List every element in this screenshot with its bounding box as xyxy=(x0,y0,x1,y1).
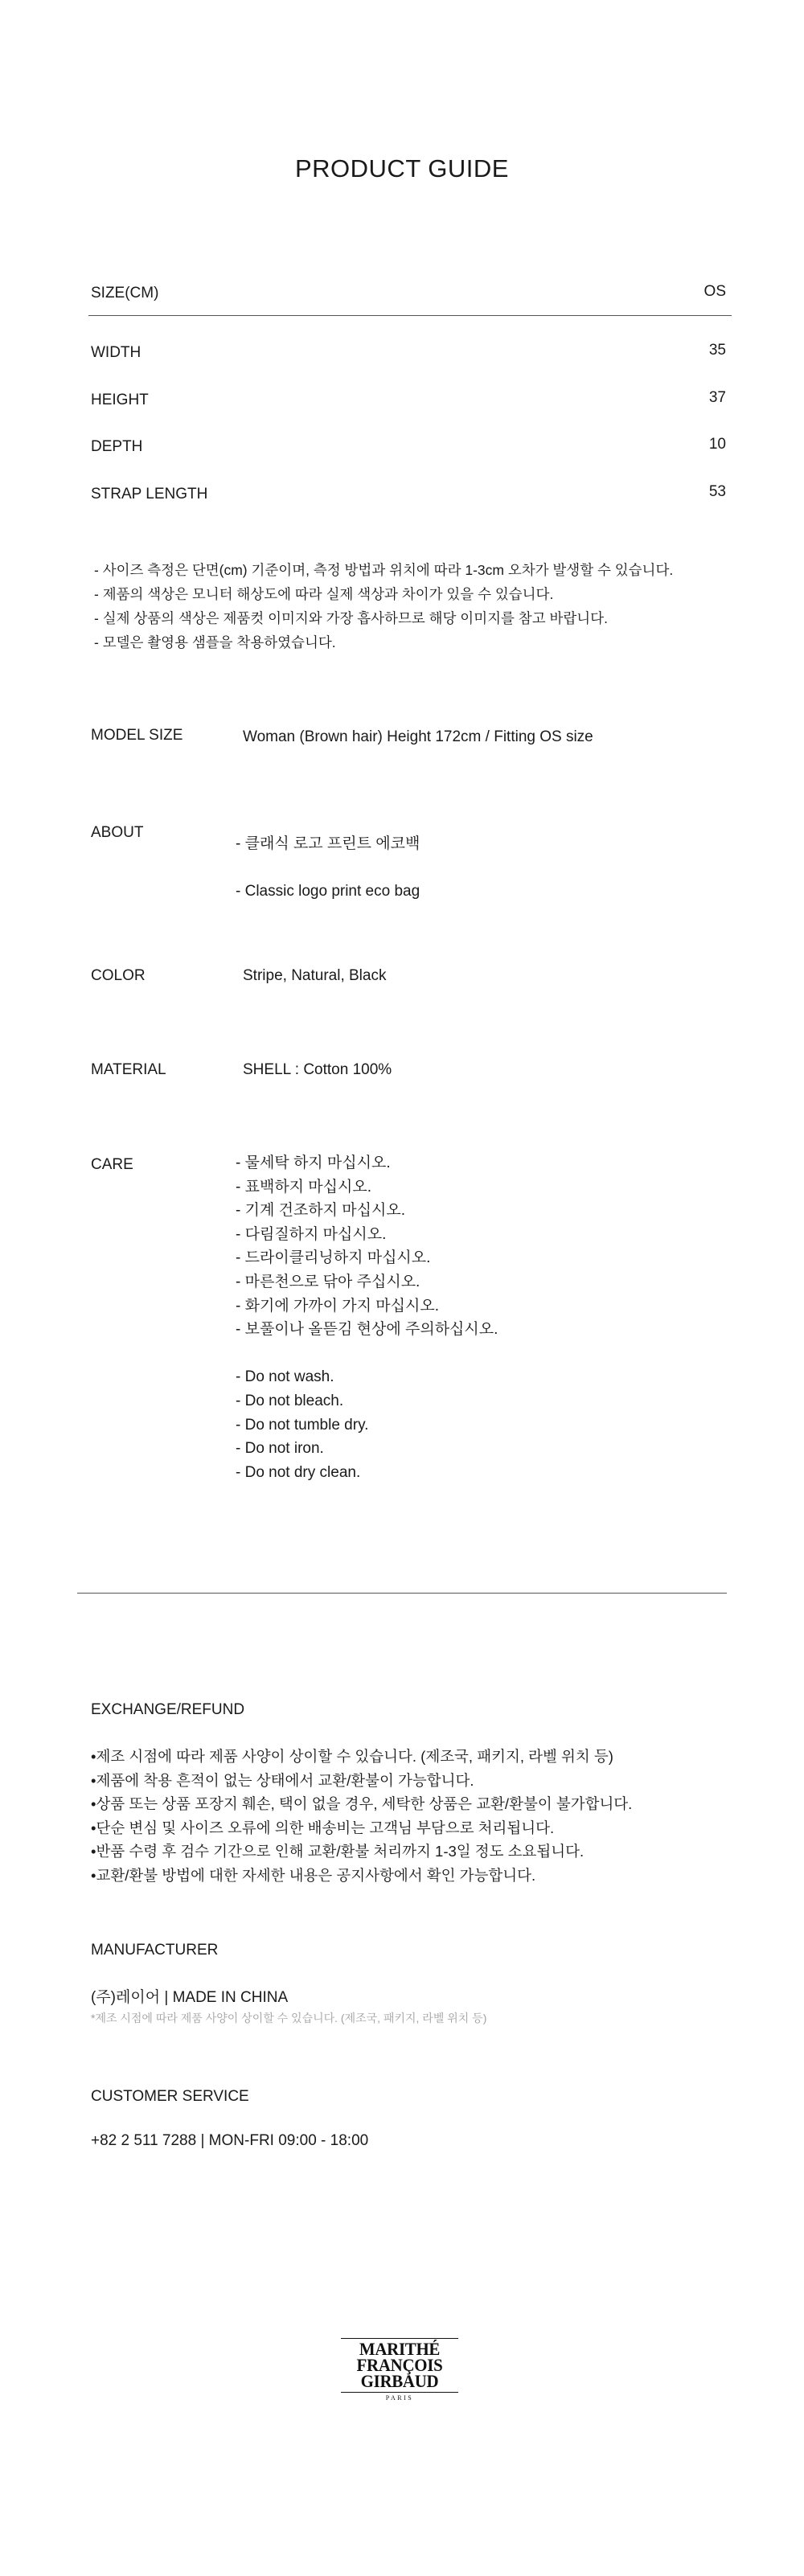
size-row-label: HEIGHT xyxy=(91,392,149,408)
note-line: - 실제 상품의 색상은 제품컷 이미지와 가장 흡사하므로 해당 이미지를 참고 바랍니다. xyxy=(94,610,608,626)
care-line: - 다림질하지 마십시오. xyxy=(236,1225,387,1243)
care-line: - 기계 건조하지 마십시오. xyxy=(236,1202,405,1220)
exchange-title: EXCHANGE/REFUND xyxy=(91,1701,245,1718)
care-line: - Do not bleach. xyxy=(236,1392,344,1409)
size-table-header-label: SIZE(CM) xyxy=(91,285,159,301)
brand-logo xyxy=(341,2338,458,2402)
model-size-label: MODEL SIZE xyxy=(91,727,183,744)
customer-service-value: +82 2 511 7288 | MON-FRI 09:00 - 18:00 xyxy=(91,2132,369,2149)
care-line: - 드라이클리닝하지 마십시오. xyxy=(236,1249,431,1267)
care-line: - Do not tumble dry. xyxy=(236,1416,369,1434)
exchange-line: •상품 또는 상품 포장지 훼손, 택이 없을 경우, 세탁한 상품은 교환/환불이 불가합니다. xyxy=(91,1795,633,1813)
about-text xyxy=(236,820,420,915)
section-divider xyxy=(77,1593,727,1594)
note-line: - 제품의 색상은 모니터 해상도에 따라 실제 색상과 차이가 있을 수 있습니다. xyxy=(94,586,554,602)
size-notes xyxy=(94,558,673,654)
exchange-line: •단순 변심 및 사이즈 오류에 의한 배송비는 고객님 부담으로 처리됩니다. xyxy=(91,1819,555,1836)
care-line: - Do not iron. xyxy=(236,1440,324,1458)
care-label: CARE xyxy=(91,1156,133,1173)
logo-subtitle: PARIS xyxy=(385,2394,414,2402)
logo-line: FRANÇOIS xyxy=(356,2355,443,2375)
manufacturer-value: (주)레이어 | MADE IN CHINA xyxy=(91,1989,289,2006)
size-row-value: 10 xyxy=(708,436,726,453)
care-line: - 보풀이나 올뜯김 현상에 주의하십시오. xyxy=(236,1321,498,1339)
color-value: Stripe, Natural, Black xyxy=(243,967,387,984)
material-value: SHELL : Cotton 100% xyxy=(243,1061,392,1078)
about-line: - Classic logo print eco bag xyxy=(236,883,420,900)
customer-service-title: CUSTOMER SERVICE xyxy=(91,2088,249,2105)
exchange-policy xyxy=(91,1745,632,1888)
color-label: COLOR xyxy=(91,967,146,984)
care-line: - 마른천으로 닦아 주십시오. xyxy=(236,1273,420,1290)
about-label: ABOUT xyxy=(91,824,144,841)
logo-bottom-rule xyxy=(341,2392,458,2393)
page-title: PRODUCT GUIDE xyxy=(294,154,509,183)
model-size-value: Woman (Brown hair) Height 172cm / Fitting OS size xyxy=(243,728,593,745)
care-line: - 표백하지 마십시오. xyxy=(236,1178,371,1196)
size-row-value: 53 xyxy=(708,483,726,500)
exchange-line: •제조 시점에 따라 제품 사양이 상이할 수 있습니다. (제조국, 패키지, 라벨 위치 등) xyxy=(91,1748,613,1765)
size-row-label: STRAP LENGTH xyxy=(91,486,208,502)
care-line: - 물세탁 하지 마십시오. xyxy=(236,1155,391,1171)
material-label: MATERIAL xyxy=(91,1061,166,1078)
size-row-value: 37 xyxy=(708,389,726,406)
care-line: - Do not wash. xyxy=(236,1368,334,1386)
size-table-divider xyxy=(88,315,732,316)
note-line: - 모델은 촬영용 샘플을 착용하였습니다. xyxy=(94,634,336,650)
care-line: - Do not dry clean. xyxy=(236,1463,361,1481)
size-table-header-value: OS xyxy=(704,283,726,300)
manufacturer-note: *제조 시점에 따라 제품 사양이 상이할 수 있습니다. (제조국, 패키지, 라벨 위치 등) xyxy=(91,2012,487,2024)
exchange-line: •제품에 착용 흔적이 없는 상태에서 교환/환불이 가능합니다. xyxy=(91,1771,474,1789)
manufacturer-title: MANUFACTURER xyxy=(91,1942,219,1959)
care-instructions xyxy=(236,1151,498,1484)
note-line: - 사이즈 측정은 단면(cm) 기준이며, 측정 방법과 위치에 따라 1-3cm 오차가 발생할 수 있습니다. xyxy=(94,562,674,578)
logo-line: GIRBAUD xyxy=(360,2371,439,2391)
exchange-line: •교환/환불 방법에 대한 자세한 내용은 공지사항에서 확인 가능합니다. xyxy=(91,1866,536,1884)
size-row-value: 35 xyxy=(708,342,726,359)
size-row-label: DEPTH xyxy=(91,438,143,455)
exchange-line: •반품 수령 후 검수 기간으로 인해 교환/환불 처리까지 1-3일 정도 소요됩니다. xyxy=(91,1843,585,1860)
about-line: - 클래식 로고 프린트 에코백 xyxy=(236,835,420,852)
size-row-label: WIDTH xyxy=(91,344,142,361)
logo-line: MARITHÉ xyxy=(359,2339,441,2359)
care-line: - 화기에 가까이 가지 마십시오. xyxy=(236,1297,439,1315)
care-spacer xyxy=(236,1342,498,1366)
